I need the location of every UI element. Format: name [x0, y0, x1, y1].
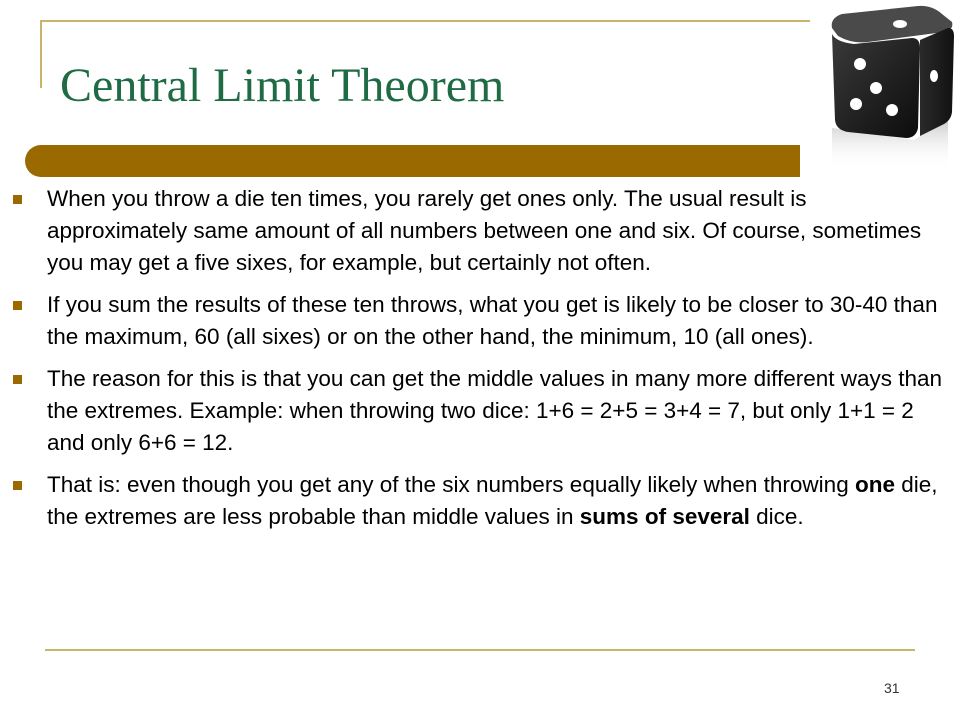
die-pip — [893, 20, 907, 28]
bullet-list — [0, 183, 960, 543]
text-run: That is: even though you get any of the six numbers equally likely when throwing — [47, 472, 855, 497]
die-pip — [886, 104, 898, 116]
bold-text: sums of several — [579, 504, 750, 529]
title-accent-bar — [25, 145, 800, 177]
bullet-square-icon — [13, 375, 22, 384]
die-side-face — [920, 28, 954, 136]
text-run: dice. — [749, 504, 804, 529]
frame-left-line — [40, 20, 42, 88]
black-die-icon — [808, 0, 960, 176]
frame-top-line — [40, 20, 810, 22]
page-number: 31 — [884, 680, 900, 696]
die-pip — [870, 82, 882, 94]
bullet-item — [0, 363, 960, 459]
text-run: If you sum the results of these ten throws, what you get is likely to be closer to 30-40 than the maximum, 60 (all sixes) or on the other hand, the minimum, 10 (all ones). — [47, 292, 938, 349]
slide-title: Central Limit Theorem — [60, 59, 505, 112]
bullet-square-icon — [13, 195, 22, 204]
frame-bottom-line — [45, 649, 915, 651]
text-run: The reason for this is that you can get the middle values in many more different ways than the extremes. Example: when throwing two dice: 1+6 = 2+5 = 3+4 = 7, but only 1+1 = 2 and only 6+6 = 12. — [47, 366, 943, 455]
bullet-square-icon — [13, 301, 22, 310]
die-pip — [930, 70, 938, 82]
die-pip — [850, 98, 862, 110]
text-run: When you throw a die ten times, you rarely get ones only. The usual result is approximately same amount of all numbers between one and six. Of course, sometimes you may get a five sixes, for example, but certainly not often. — [47, 186, 922, 275]
text-run: die, the extremes are less probable than middle values in — [47, 472, 938, 529]
bullet-item — [0, 469, 960, 533]
die-pip — [854, 58, 866, 70]
bullet-text — [47, 472, 938, 529]
bullet-text — [47, 366, 942, 455]
bold-text: one — [854, 472, 895, 497]
bullet-item — [0, 183, 960, 279]
bullet-text — [47, 292, 937, 349]
bullet-text — [47, 186, 921, 275]
bullet-item — [0, 289, 960, 353]
bullet-square-icon — [13, 481, 22, 490]
